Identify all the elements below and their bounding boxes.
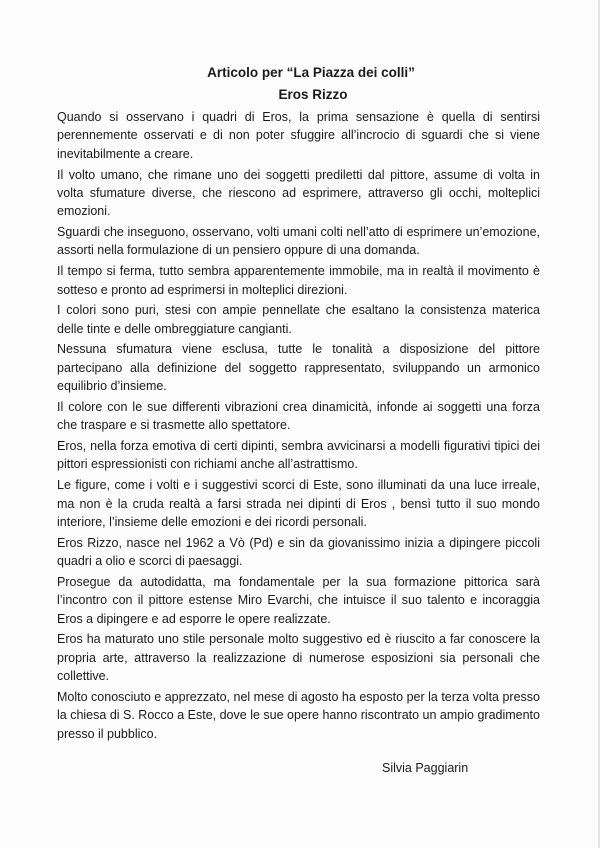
paragraph-7: Il colore con le sue differenti vibrazioni crea dinamicità, infonde ai soggetti una forza che traspare e si trasmette allo spettatore.	[57, 399, 540, 433]
paragraph-8: Eros, nella forza emotiva di certi dipinti, sembra avvicinarsi a modelli figurativi tipici dei pittori espressionisti con richiami anche all’astrattismo.	[57, 438, 540, 472]
paragraph-2: Il volto umano, che rimane uno dei soggetti prediletti dal pittore, assume di volta in volta sfumature diverse, che riescono ad esprimere, attraverso gli occhi, molteplici emozioni.	[57, 167, 540, 219]
paragraph-4: Il tempo si ferma, tutto sembra apparentemente immobile, ma in realtà il movimento è sotteso e pronto ad esprimersi in molteplici direzioni.	[57, 264, 540, 297]
document-title: Articolo per “La Piazza dei colli”	[207, 65, 415, 80]
paragraph-12: Eros ha maturato uno stile personale molto suggestivo ed è riuscito a far conoscere la propria arte, attraverso la realizzazione di numerose esposizioni sia personali che collettive.	[57, 632, 540, 684]
paragraph-1: Quando si osservano i quadri di Eros, la prima sensazione è quella di sentirsi perennemente osservati e di non poter sfuggire all’incrocio di sguardi che si viene inevitabilmente a creare.	[57, 110, 540, 161]
document-header	[0, 64, 600, 103]
paragraph-3: Sguardi che inseguono, osservano, volti umani colti nell’atto di esprimere un’emozione, assorti nella formulazione di un pensiero oppure di una domanda.	[57, 225, 540, 258]
document-body	[57, 108, 540, 745]
paragraph-11: Prosegue da autodidatta, ma fondamentale per la sua formazione pittorica sarà l’incontro con il pittore estense Miro Evarchi, che intuisce il suo talento e incoraggia Eros a dipingere e ad esporre le opere realizzate.	[57, 574, 540, 626]
paragraph-13: Molto conosciuto e apprezzato, nel mese di agosto ha esposto per la terza volta presso la chiesa di S. Rocco a Este, dove le sue opere hanno riscontrato un ampio gradimento presso il pubblico.	[57, 689, 540, 741]
author-signature: Silvia Paggiarin	[382, 761, 469, 775]
paragraph-6: Nessuna sfumatura viene esclusa, tutte le tonalità a disposizione del pittore partecipano alla definizione del soggetto rappresentato, sviluppando un armonico equilibrio d’insieme.	[57, 342, 540, 394]
paragraph-9: Le figure, come i volti e i suggestivi scorci di Este, sono illuminati da una luce irreale, ma non è la cruda realtà a farsi strada nei dipinti di Eros , bensì tutto il suo mondo interiore, l’insieme delle emozioni e dei ricordi personali.	[57, 478, 540, 529]
document-subtitle: Eros Rizzo	[278, 87, 348, 102]
paragraph-10: Eros Rizzo, nasce nel 1962 a Vò (Pd) e sin da giovanissimo inizia a dipingere piccoli quadri a olio e scorci di paesaggi.	[57, 535, 540, 569]
paragraph-5: I colori sono puri, stesi con ampie pennellate che esaltano la consistenza materica delle tinte e delle ombreggiature cangianti.	[57, 303, 540, 336]
